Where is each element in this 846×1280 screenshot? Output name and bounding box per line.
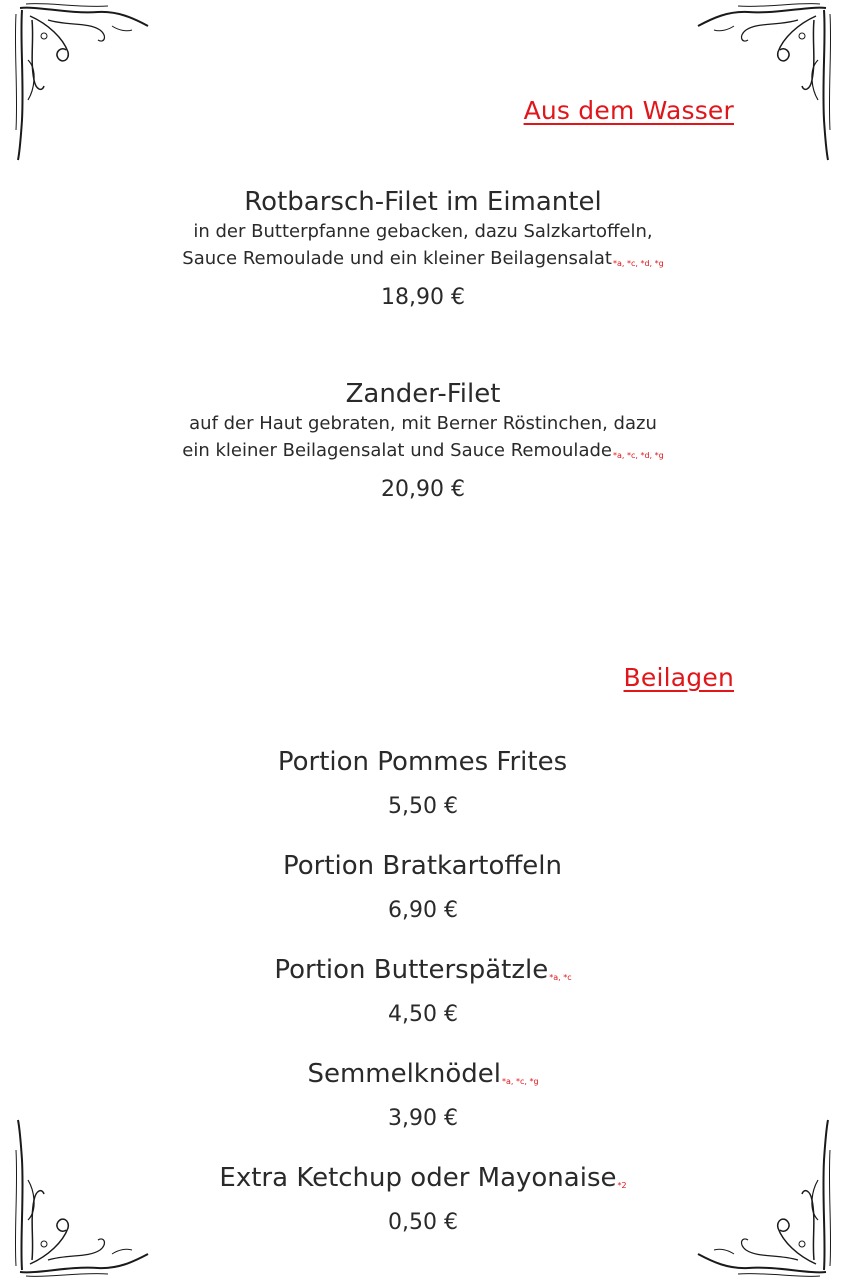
item-description-line1: auf der Haut gebraten, mit Berner Röstinchen, dazu	[189, 413, 657, 434]
item-description-text: Sauce Remoulade und ein kleiner Beilagensalat	[182, 248, 612, 269]
item-description-line1: in der Butterpfanne gebacken, dazu Salzkartoffeln,	[193, 221, 653, 242]
corner-ornament-top-left	[8, 0, 158, 165]
menu-item-ketchup-mayo	[0, 1162, 846, 1240]
item-price: 20,90 €	[381, 477, 465, 502]
item-price: 18,90 €	[381, 285, 465, 310]
menu-item-rotbarsch	[0, 186, 846, 315]
allergen-codes: *a, *c, *d, *g	[612, 259, 664, 268]
section-title-sides: Beilagen	[623, 663, 734, 692]
item-name	[0, 1058, 846, 1098]
item-description-text: ein kleiner Beilagensalat und Sauce Remoulade	[182, 440, 612, 461]
corner-ornament-top-right	[688, 0, 838, 165]
item-name	[0, 1162, 846, 1202]
item-description-line2	[0, 437, 846, 469]
allergen-codes: *a, *c, *g	[501, 1077, 539, 1086]
item-name	[0, 746, 846, 786]
item-name-text: Semmelknödel	[307, 1059, 501, 1089]
item-name: Rotbarsch-Filet im Eimantel	[244, 187, 602, 217]
item-description-line2	[0, 245, 846, 277]
item-price: 5,50 €	[388, 794, 458, 819]
item-name	[0, 850, 846, 890]
item-price: 4,50 €	[388, 1002, 458, 1027]
item-name: Zander-Filet	[345, 379, 501, 409]
menu-item-zander	[0, 378, 846, 507]
item-price: 0,50 €	[388, 1210, 458, 1235]
menu-item-bratkartoffeln	[0, 850, 846, 928]
item-name-text: Extra Ketchup oder Mayonaise	[219, 1163, 617, 1193]
item-name-text: Portion Butterspätzle	[274, 955, 549, 985]
allergen-codes: *2	[617, 1181, 627, 1190]
menu-item-pommes	[0, 746, 846, 824]
item-name-text: Portion Pommes Frites	[277, 747, 568, 777]
item-name-text: Portion Bratkartoffeln	[282, 851, 562, 881]
allergen-codes: *a, *c	[549, 973, 572, 982]
menu-item-butterspaetzle	[0, 954, 846, 1032]
allergen-codes: *a, *c, *d, *g	[612, 451, 664, 460]
section-title-fish: Aus dem Wasser	[523, 96, 734, 125]
item-price: 6,90 €	[388, 898, 458, 923]
menu-item-semmelknoedel	[0, 1058, 846, 1136]
item-name	[0, 954, 846, 994]
item-price: 3,90 €	[388, 1106, 458, 1131]
